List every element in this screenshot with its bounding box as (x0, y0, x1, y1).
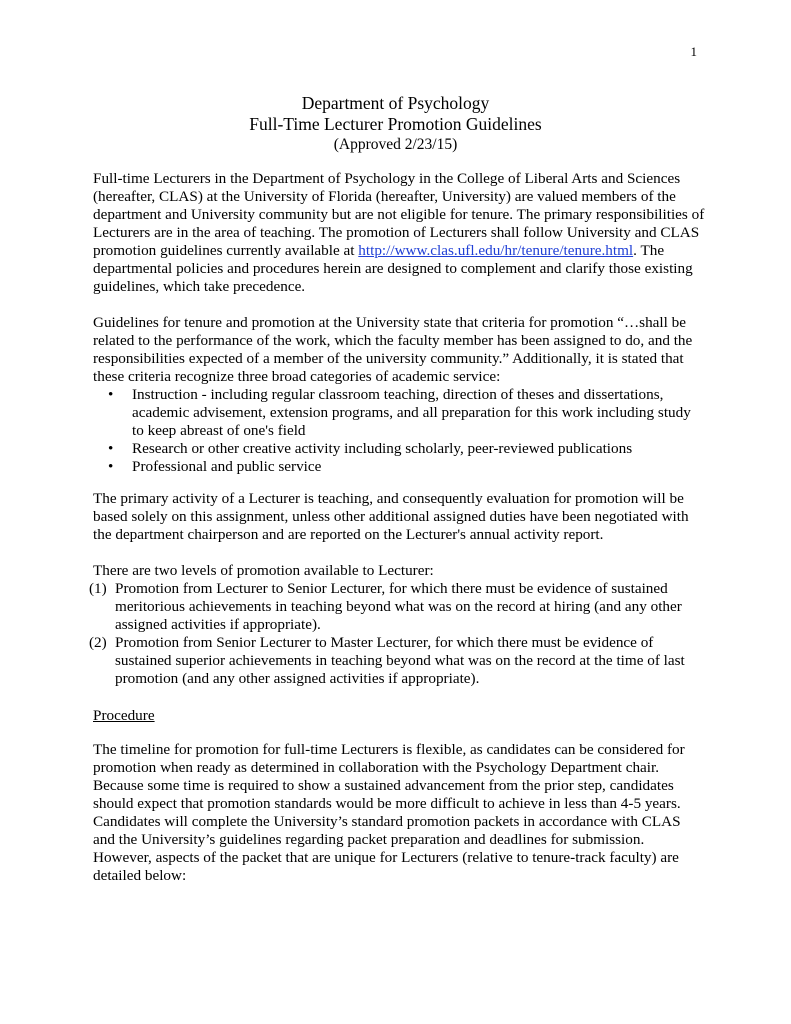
document-header (0, 93, 791, 154)
promotion-levels-list (89, 580, 705, 688)
list-item-text: Promotion from Senior Lecturer to Master Lecturer, for which there must be evidence of sustained superior achievements in teaching beyond what was on the record at the time of last promotion (and any other assigned activities if appropriate). (115, 634, 685, 687)
intro-paragraph (93, 170, 705, 296)
promotion-levels-intro: There are two levels of promotion available to Lecturer: (93, 562, 434, 579)
intro-text-continued: . The departmental policies and procedures herein are designed to complement and clarify those existing guidelines, which take precedence. (93, 242, 693, 295)
list-item: • Instruction - including regular classroom teaching, direction of theses and dissertations, academic advisement, extension programs, and all preparation for this work including study to keep abreast of one's field (93, 386, 705, 440)
list-item: • Research or other creative activity including scholarly, peer-reviewed publications (93, 440, 705, 458)
list-item-text: Promotion from Lecturer to Senior Lecturer, for which there must be evidence of sustained meritorious achievements in teaching beyond what was on the record at hiring (and any other assigned activities if appropriate). (115, 580, 682, 633)
procedure-paragraph: The timeline for promotion for full-time Lecturers is flexible, as candidates can be considered for promotion when ready as determined in collaboration with the Psychology Department chair. Because some time is required to show a sustained advancement from the prior step, candidates should expect that promotion standards would be more difficult to achieve in less than 4-5 years. Candidates will complete the University’s standard promotion packets in accordance with CLAS and the University’s guidelines regarding packet preparation and deadlines for submission. However, aspects of the packet that are unique for Lecturers (relative to tenure-track faculty) are detailed below: (93, 741, 685, 884)
approval-date: (Approved 2/23/15) (333, 136, 458, 153)
clas-tenure-link[interactable]: http://www.clas.ufl.edu/hr/tenure/tenure.html (358, 242, 634, 259)
intro-text: Full-time Lecturers in the Department of Psychology in the College of Liberal Arts and Sciences (hereafter, CLAS) at the University of Florida (hereafter, University) are valued members of the department and University community but are not eligible for tenure. The primary responsibilities of Lecturers are in the area of teaching. The promotion of Lecturers shall follow University and CLAS promotion guidelines currently available at (93, 170, 705, 259)
criteria-intro: Guidelines for tenure and promotion at the University state that criteria for promotion “…shall be related to the performance of the work, which the faculty member has been assigned to do, and the responsibilities expected of a member of the university community.” Additionally, it is stated that these criteria recognize three broad categories of academic service: (93, 314, 693, 385)
page-number: 1 (690, 44, 697, 59)
criteria-list (93, 386, 705, 476)
promotion-levels-paragraph (89, 562, 705, 688)
criteria-paragraph (93, 314, 705, 476)
list-number: (1) (89, 580, 107, 597)
list-number: (2) (89, 634, 107, 651)
department-title: Department of Psychology (301, 93, 490, 113)
procedure-heading: Procedure (93, 707, 155, 724)
list-item (89, 580, 705, 634)
list-item (89, 634, 705, 688)
document-title: Full-Time Lecturer Promotion Guidelines (249, 114, 542, 134)
list-item: • Professional and public service (93, 458, 705, 476)
primary-activity-paragraph: The primary activity of a Lecturer is teaching, and consequently evaluation for promotion will be based solely on this assignment, unless other additional assigned duties have been negotiated with the department chairperson and are reported on the Lecturer's annual activity report. (93, 490, 689, 543)
